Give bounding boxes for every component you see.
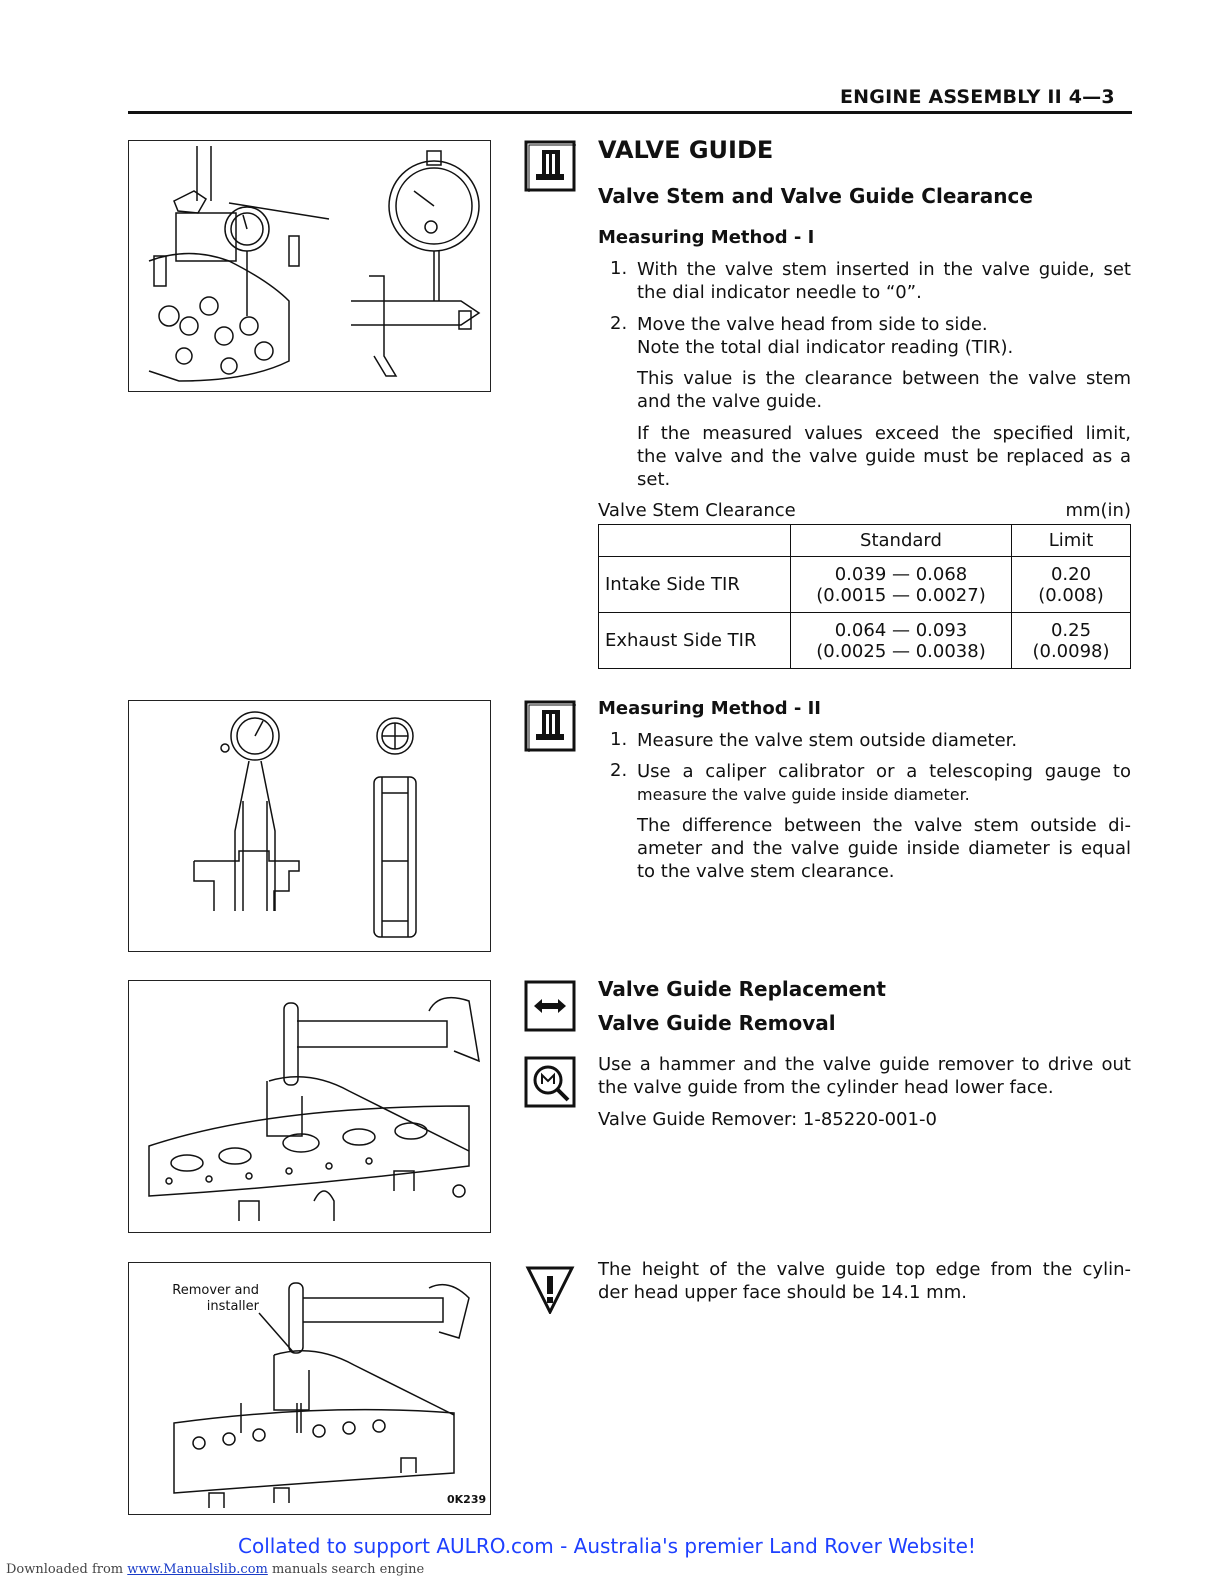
section-subtitle-clearance: Valve Stem and Valve Guide Clearance: [598, 184, 1033, 208]
footer-site-link[interactable]: www.Manualslib.com: [127, 1562, 268, 1577]
figure-code: 0K239: [447, 1493, 487, 1506]
inspection-icon: [524, 700, 576, 752]
caliper-gauge-illustration: [129, 701, 492, 953]
table-cell: Exhaust Side TIR: [599, 613, 791, 669]
table-title: Valve Stem Clearance: [598, 500, 796, 521]
step-text: [637, 760, 1131, 806]
guide-installer-illustration: [129, 1263, 492, 1516]
paragraph-line: the valve and the valve guide must be replaced as a: [637, 446, 1131, 467]
removal-arrows-icon: [524, 980, 576, 1032]
step-number: 2.: [610, 313, 628, 334]
figure-guide-installer: [128, 1262, 491, 1515]
cell-line: (0.0025 — 0.0038): [816, 640, 986, 662]
footer-collated[interactable]: Collated to support AULRO.com - Australia's premier Land Rover Website!: [238, 1534, 976, 1558]
table-cell: [791, 557, 1012, 613]
paragraph-line: The difference between the valve stem outside di-: [637, 815, 1131, 836]
step-line: Move the valve head from side to side.: [637, 314, 988, 335]
paragraph-line: set.: [637, 469, 671, 490]
method-one-heading: Measuring Method - I: [598, 227, 815, 248]
section-title-valve-guide: VALVE GUIDE: [598, 136, 774, 164]
section-title-replacement: Valve Guide Replacement: [598, 977, 886, 1001]
cell-line: 0.20: [1050, 563, 1092, 585]
paragraph-line: der head upper face should be 14.1 mm.: [598, 1282, 967, 1303]
paragraph: [598, 1258, 1131, 1304]
table-row: [599, 557, 1131, 613]
step-text: [637, 313, 1131, 359]
cell-line: (0.0098): [1032, 640, 1110, 662]
figure-guide-removal: [128, 980, 491, 1233]
cell-line: 0.25: [1050, 619, 1092, 641]
paragraph-line: the valve guide from the cylinder head lower face.: [598, 1077, 1054, 1098]
paragraph-line: This value is the clearance between the valve stem: [637, 368, 1131, 389]
special-tool-icon: [524, 1056, 576, 1108]
footer-downloaded-text: Downloaded from: [6, 1562, 124, 1577]
callout-line-2: installer: [206, 1299, 259, 1314]
step-line: Use a caliper calibrator or a telescoping gauge to: [637, 761, 1131, 782]
paragraph: [637, 422, 1131, 491]
figure-dial-indicator: [128, 140, 491, 392]
header-rule: [128, 111, 1132, 114]
table-cell: [1012, 557, 1131, 613]
table-cell: Intake Side TIR: [599, 557, 791, 613]
step-line: Measure the valve stem outside diameter.: [637, 730, 1018, 751]
paragraph-line: If the measured values exceed the specified limit,: [637, 423, 1131, 444]
step-line: the dial indicator needle to “0”.: [637, 282, 922, 303]
cell-line: 0.039 — 0.068: [834, 563, 968, 585]
tool-number: Valve Guide Remover: 1-85220-001-0: [598, 1109, 937, 1130]
paragraph-line: Use a hammer and the valve guide remover to drive out: [598, 1054, 1131, 1075]
footer-search-text: manuals search engine: [271, 1562, 425, 1577]
guide-removal-illustration: [129, 981, 492, 1234]
table-cell: [791, 613, 1012, 669]
dial-indicator-illustration: [129, 141, 492, 393]
step-text: [637, 729, 1131, 752]
table-header-cell: Standard: [791, 525, 1012, 557]
step-line: Note the total dial indicator reading (TIR).: [637, 337, 1014, 358]
table-cell: [1012, 613, 1131, 669]
paragraph-line: to the valve stem clearance.: [637, 861, 895, 882]
section-subtitle-removal: Valve Guide Removal: [598, 1011, 836, 1035]
clearance-table: [598, 524, 1131, 669]
table-row: [599, 613, 1131, 669]
cell-line: (0.0015 — 0.0027): [816, 584, 986, 606]
step-line: With the valve stem inserted in the valve guide, set: [637, 259, 1131, 280]
cell-line: 0.064 — 0.093: [834, 619, 968, 641]
paragraph: [637, 367, 1131, 413]
table-header-cell: Limit: [1012, 525, 1131, 557]
callout-line-1: Remover and: [172, 1283, 259, 1298]
footer-download: [6, 1562, 424, 1577]
caution-triangle-icon: [524, 1262, 576, 1314]
paragraph-line: and the valve guide.: [637, 391, 823, 412]
step-number: 1.: [610, 729, 628, 750]
method-two-heading: Measuring Method - II: [598, 698, 821, 719]
paragraph: [637, 814, 1131, 883]
step-line: measure the valve guide inside diameter.: [637, 785, 970, 804]
step-number: 2.: [610, 760, 628, 781]
step-number: 1.: [610, 258, 628, 279]
paragraph-line: ameter and the valve guide inside diameter is equal: [637, 838, 1131, 859]
paragraph: [598, 1053, 1131, 1099]
inspection-icon: [524, 140, 576, 192]
table-unit: mm(in): [1065, 500, 1131, 521]
paragraph-line: The height of the valve guide top edge from the cylin-: [598, 1259, 1131, 1280]
cell-line: (0.008): [1038, 584, 1104, 606]
step-text: [637, 258, 1131, 304]
table-header-cell: [599, 525, 791, 557]
table-header-row: [599, 525, 1131, 557]
page-header: ENGINE ASSEMBLY II 4—3: [840, 86, 1115, 108]
figure-caliper-gauge: [128, 700, 491, 952]
